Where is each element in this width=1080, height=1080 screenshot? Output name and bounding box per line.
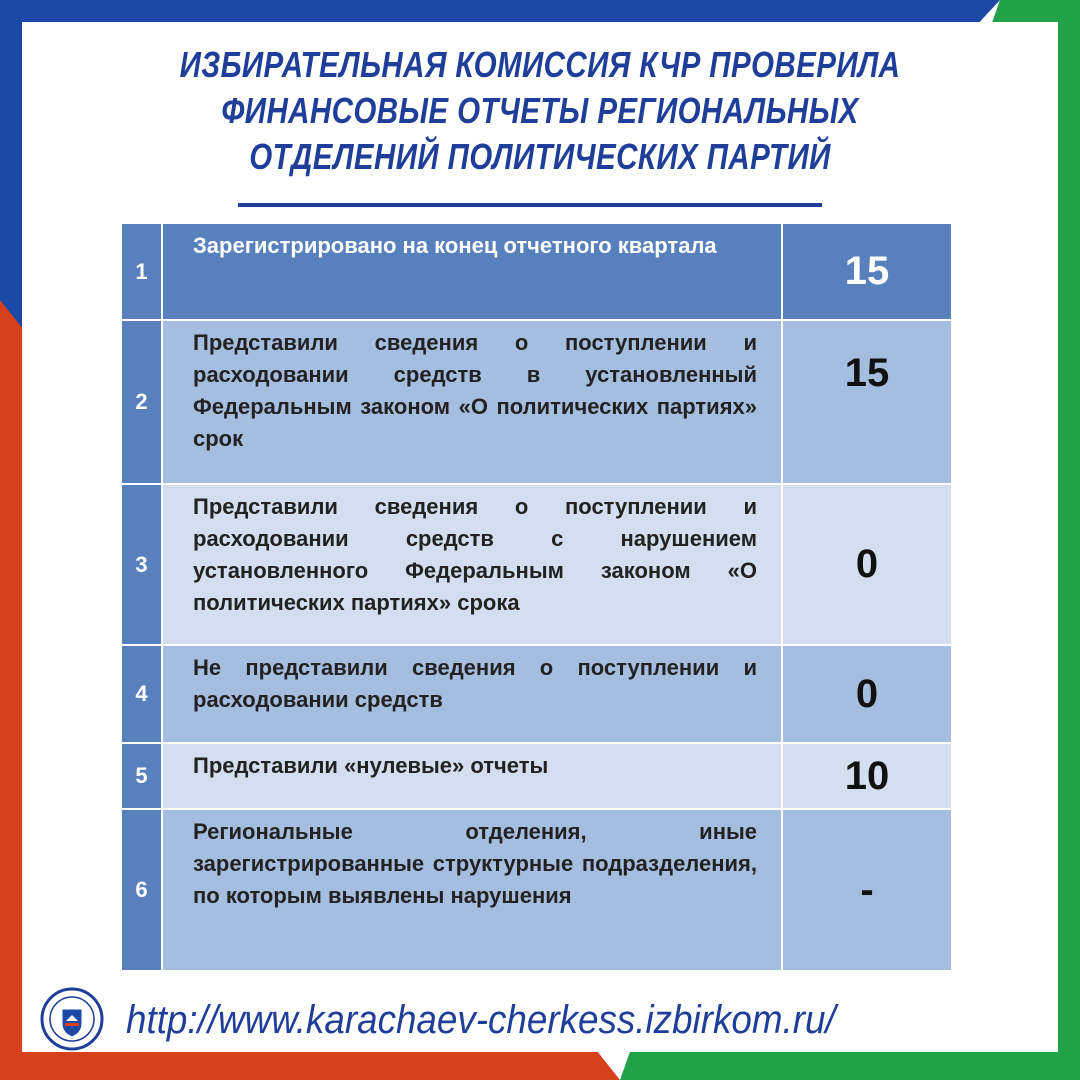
table-row: [121, 320, 952, 484]
row-description: Представили «нулевые» отчеты: [162, 743, 782, 809]
row-number: 4: [121, 645, 162, 743]
row-number: 5: [121, 743, 162, 809]
row-number: 1: [121, 223, 162, 320]
election-commission-emblem-icon: [40, 987, 104, 1051]
row-description: Не представили сведения о поступлении и расходовании средств: [162, 645, 782, 743]
row-number: 3: [121, 484, 162, 645]
row-value: 0: [782, 645, 952, 743]
website-url[interactable]: http://www.karachaev-cherkess.izbirkom.ru/: [126, 998, 836, 1042]
row-description: Представили сведения о поступлении и расходовании средств с нарушением установленного Федеральным законом «О политических партиях» срока: [162, 484, 782, 645]
table-row: [121, 809, 952, 971]
row-value: 0: [782, 484, 952, 645]
title-underline: [238, 203, 822, 207]
row-value: 15: [782, 223, 952, 320]
row-description: Зарегистрировано на конец отчетного квартала: [162, 223, 782, 320]
row-value: 10: [782, 743, 952, 809]
row-number: 2: [121, 320, 162, 484]
row-number: 6: [121, 809, 162, 971]
row-value: -: [782, 809, 952, 971]
table-row: [121, 223, 952, 320]
table-row: [121, 743, 952, 809]
row-description: Представили сведения о поступлении и расходовании средств в установленный Федеральным законом «О политических партиях» срок: [162, 320, 782, 484]
row-value: 15: [782, 320, 952, 484]
row-description: Региональные отделения, иные зарегистрированные структурные подразделения, по которым выявлены нарушения: [162, 809, 782, 971]
table-row: [121, 484, 952, 645]
report-table: [120, 222, 953, 972]
title-line-2: ФИНАНСОВЫЕ ОТЧЕТЫ РЕГИОНАЛЬНЫХ: [221, 90, 859, 131]
page-title: [97, 42, 983, 180]
report-table-panel: [76, 210, 990, 982]
title-line-1: ИЗБИРАТЕЛЬНАЯ КОМИССИЯ КЧР ПРОВЕРИЛА: [179, 44, 901, 85]
title-line-3: ОТДЕЛЕНИЙ ПОЛИТИЧЕСКИХ ПАРТИЙ: [249, 136, 831, 177]
table-row: [121, 645, 952, 743]
